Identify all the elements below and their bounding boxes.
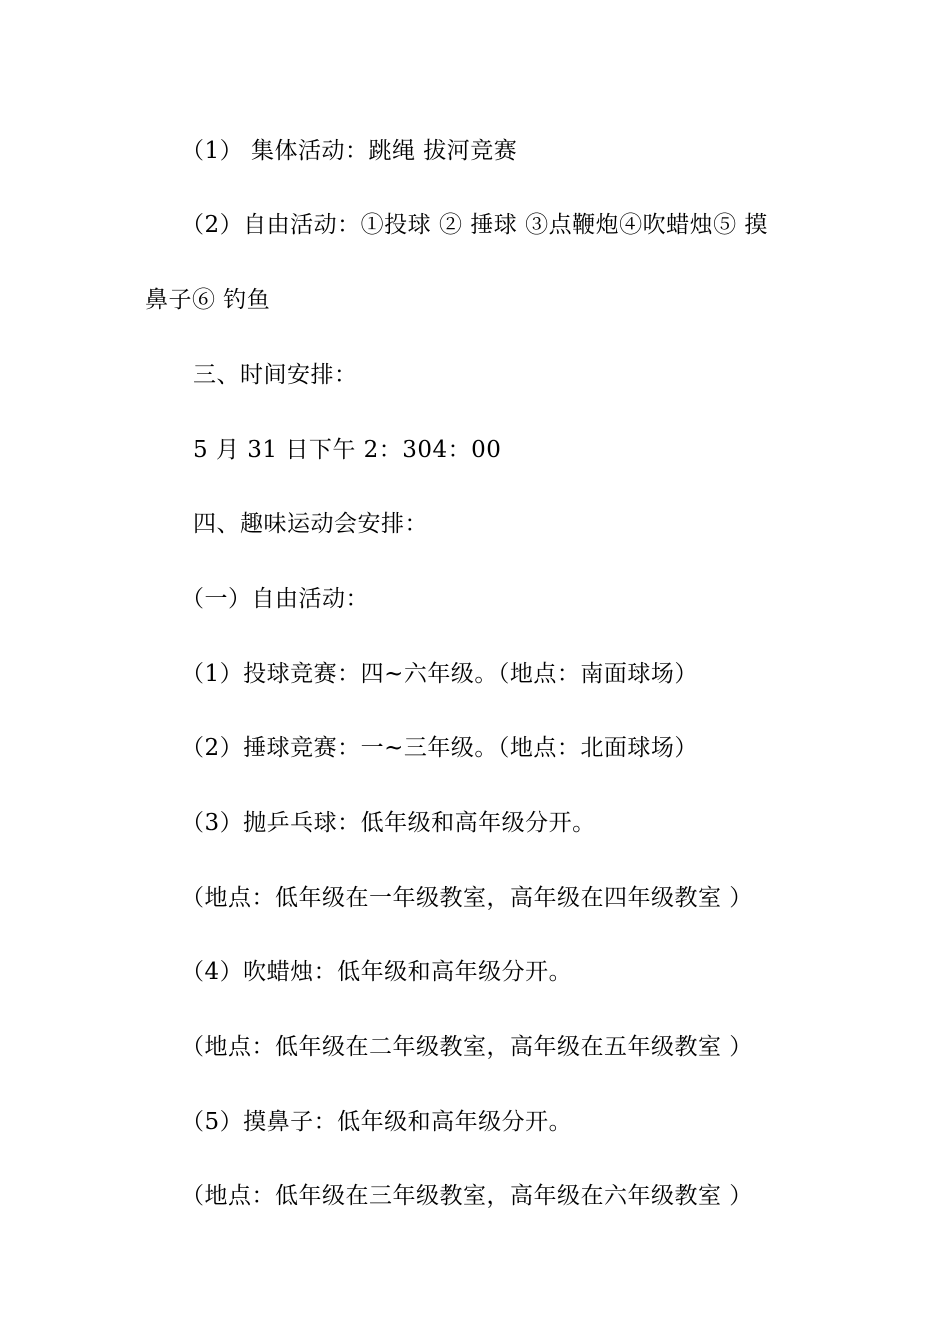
item-free-activity: （2）自由活动：①投球 ② 捶球 ③点鞭炮④吹蜡烛⑤ 摸 [181, 212, 768, 238]
item-ping-pong-location: （地点：低年级在一年级教室，高年级在四年级教室 ） [181, 885, 753, 911]
item-ball-throwing: （1）投球竞赛：四~六年级。（地点：南面球场） [181, 661, 698, 687]
item-group-activity: （1） 集体活动：跳绳 拔河竞赛 [181, 138, 518, 164]
item-blow-candle-location: （地点：低年级在二年级教室，高年级在五年级教室 ） [181, 1034, 753, 1060]
item-blow-candle: （4）吹蜡烛：低年级和高年级分开。 [181, 959, 573, 985]
item-touch-nose: （5）摸鼻子：低年级和高年级分开。 [181, 1109, 573, 1135]
subsection-heading-free-activity: （一）自由活动： [181, 586, 369, 612]
item-free-activity-continued: 鼻子⑥ 钓鱼 [145, 287, 271, 313]
item-ball-hammering: （2）捶球竞赛：一~三年级。（地点：北面球场） [181, 735, 698, 761]
item-touch-nose-location: （地点：低年级在三年级教室，高年级在六年级教室 ） [181, 1183, 753, 1209]
schedule-time: 5 月 31 日下午 2：304：00 [193, 437, 502, 463]
section-heading-schedule: 三、时间安排： [193, 362, 358, 388]
item-ping-pong: （3）抛乒乓球：低年级和高年级分开。 [181, 810, 596, 836]
section-heading-arrangement: 四、趣味运动会安排： [193, 511, 428, 537]
